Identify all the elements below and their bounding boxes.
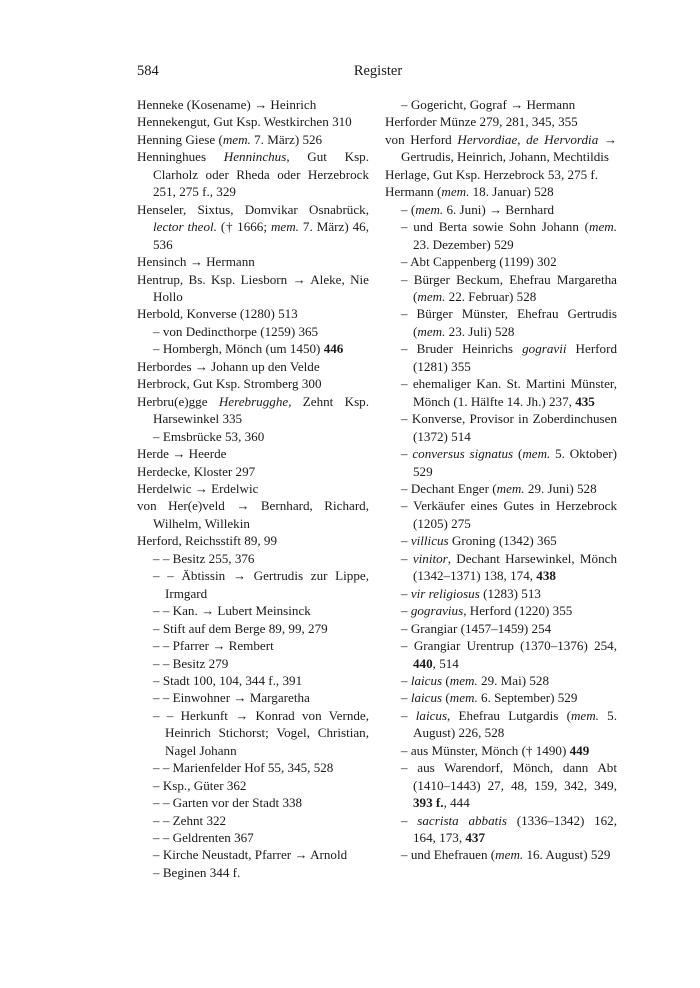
- italic-term: mem.: [589, 219, 617, 235]
- entry-text: Herbordes → Johann up den Velde: [137, 358, 320, 374]
- entry-text: – – Kan. → Lubert Meinsinck: [153, 603, 311, 619]
- entry-text: – – Geldrenten 367: [153, 830, 254, 846]
- entry-text: –: [401, 707, 416, 723]
- entry-text: –: [401, 533, 411, 549]
- italic-term: mem.: [449, 672, 478, 688]
- italic-term: lector theol.: [153, 219, 217, 235]
- bold-page-ref: 438: [536, 568, 556, 584]
- index-entry: [137, 707, 369, 759]
- bold-page-ref: 435: [575, 393, 595, 409]
- index-entry: [137, 428, 369, 445]
- index-entry: [385, 253, 617, 270]
- entry-text: – Konverse, Provisor in Zoberdinchusen (1372) 514: [401, 411, 617, 444]
- entry-text: , Zehnt Ksp. Harsewinkel 335: [153, 393, 370, 427]
- italic-term: laicus: [410, 690, 443, 706]
- entry-text: 16. August) 529: [523, 847, 611, 863]
- italic-term: de Hervordia: [526, 131, 599, 147]
- entry-text: – (: [401, 201, 416, 217]
- index-entry: [137, 131, 369, 148]
- italic-term: mem.: [270, 219, 299, 235]
- entry-text: – Grangiar (1457–1459) 254: [401, 620, 552, 636]
- entry-text: Herbru(e)gge: [137, 393, 219, 409]
- index-entry: [385, 201, 617, 218]
- entry-text: – Emsbrücke 53, 360: [153, 428, 265, 444]
- entry-text: Hermann (: [385, 184, 442, 200]
- index-entry: [137, 637, 369, 654]
- entry-text: – Stift auf dem Berge 89, 99, 279: [153, 620, 328, 636]
- index-entry: [137, 375, 369, 392]
- italic-term: mem.: [449, 690, 478, 706]
- entry-text: Henseler, Sixtus, Domvikar Osnabrück,: [137, 201, 369, 217]
- index-entry: [385, 131, 617, 166]
- entry-text: – ehemaliger Kan. St. Martini Münster, Mönch (1. Hälfte 14. Jh.) 237,: [401, 376, 617, 409]
- index-entry: [137, 655, 369, 672]
- entry-text: – – Herkunft → Konrad von Vernde, Heinrich Stichorst; Vogel, Christian, Nagel Johann: [153, 707, 369, 758]
- entry-text: Henneke (Kosename) → Heinrich: [137, 97, 317, 112]
- entry-text: 23. Dezember) 529: [413, 236, 514, 252]
- entry-text: 23. Juli) 528: [445, 323, 515, 339]
- index-entry: [385, 672, 617, 689]
- entry-text: –: [401, 690, 411, 706]
- entry-text: Henninghues: [137, 149, 224, 165]
- entry-text: Hennekengut, Gut Ksp. Westkirchen 310: [137, 114, 352, 130]
- entry-text: –: [401, 550, 413, 566]
- entry-text: – und Ehefrauen (: [401, 847, 496, 863]
- italic-term: vinitor: [412, 550, 448, 566]
- index-entry: [137, 602, 369, 619]
- index-entry: [385, 637, 617, 672]
- entry-text: Hensinch → Hermann: [137, 254, 255, 270]
- italic-term: conversus signatus: [412, 446, 514, 462]
- index-entry: [137, 567, 369, 602]
- italic-term: gogravii: [522, 341, 567, 357]
- entry-text: – von Dedincthorpe (1259) 365: [153, 323, 319, 339]
- index-entry: [385, 340, 617, 375]
- italic-term: Henninchus: [223, 149, 287, 165]
- entry-text: 29. Mai) 528: [477, 672, 550, 688]
- entry-text: 29. Juni) 528: [524, 480, 597, 496]
- entry-text: 6. September) 529: [477, 690, 578, 706]
- entry-text: – aus Münster, Mönch († 1490): [401, 742, 570, 758]
- running-head: [137, 63, 619, 81]
- entry-text: , 444: [443, 795, 470, 811]
- index-entry: [137, 480, 369, 497]
- index-entry: [385, 759, 617, 811]
- entry-text: Herdecke, Kloster 297: [137, 463, 256, 479]
- index-entry: [385, 620, 617, 637]
- entry-text: 22. Februar) 528: [445, 288, 537, 304]
- entry-text: Herforder Münze 279, 281, 345, 355: [385, 114, 578, 130]
- entry-text: – – Einwohner → Margaretha: [153, 690, 310, 706]
- bold-page-ref: 446: [323, 341, 344, 357]
- index-entry: [137, 463, 369, 480]
- entry-text: – – Pfarrer → Rembert: [153, 638, 274, 654]
- index-entry: [137, 759, 369, 776]
- italic-term: villicus: [410, 533, 449, 549]
- entry-text: ,: [517, 131, 527, 147]
- index-entry: [137, 358, 369, 375]
- italic-term: mem.: [415, 201, 444, 217]
- index-entry: [385, 480, 617, 497]
- italic-term: mem.: [496, 480, 525, 496]
- index-entry: [385, 812, 617, 847]
- index-entry: [385, 585, 617, 602]
- index-entry: [137, 96, 369, 113]
- entry-text: , 514: [432, 655, 459, 671]
- entry-text: 5. August) 226, 528: [413, 707, 617, 741]
- entry-text: Herford, Reichsstift 89, 99: [137, 533, 278, 549]
- entry-text: – Ksp., Güter 362: [153, 777, 247, 793]
- index-entry: [137, 532, 369, 549]
- index-entry: [385, 410, 617, 445]
- index-entry: [137, 271, 369, 306]
- entry-text: (1336–1342) 162, 164, 173,: [413, 812, 617, 846]
- index-entry: [137, 812, 369, 829]
- index-entry: [385, 305, 617, 340]
- entry-text: –: [401, 812, 418, 828]
- entry-text: – – Garten vor der Stadt 338: [153, 795, 303, 811]
- index-entry: [137, 829, 369, 846]
- entry-text: – Gogericht, Gograf → Hermann: [401, 97, 576, 112]
- entry-text: – Dechant Enger (: [401, 480, 497, 496]
- entry-text: 7. März) 526: [250, 131, 323, 147]
- index-entry: [137, 777, 369, 794]
- index-entry: [385, 96, 617, 113]
- entry-text: – Beginen 344 f.: [153, 864, 241, 880]
- running-title: Register: [353, 63, 403, 79]
- index-entry: [137, 672, 369, 689]
- index-entry: [385, 218, 617, 253]
- entry-text: – Kirche Neustadt, Pfarrer → Arnold: [153, 847, 348, 863]
- entry-text: – – Äbtissin → Gertrudis zur Lippe, Irmgard: [153, 568, 369, 601]
- index-entry: [137, 497, 369, 532]
- italic-term: Herebrugghe: [218, 393, 289, 409]
- index-entry: [137, 864, 369, 881]
- bold-page-ref: 449: [569, 742, 590, 758]
- entry-text: – – Besitz 279: [153, 655, 229, 671]
- index-entry: [385, 166, 617, 183]
- italic-term: sacrista abbatis: [417, 812, 508, 828]
- index-entry: [385, 846, 617, 863]
- entry-text: Herford (1281) 355: [413, 341, 618, 374]
- entry-text: , Gut Ksp. Clarholz oder Rheda oder Herzebrock 251, 275 f., 329: [153, 149, 369, 200]
- entry-text: Herlage, Gut Ksp. Herzebrock 53, 275 f.: [385, 166, 599, 182]
- index-entry: [385, 183, 617, 200]
- index-entry: [137, 794, 369, 811]
- entry-text: Herdelwic → Erdelwic: [137, 480, 259, 496]
- entry-text: Henning Giese (: [137, 131, 223, 147]
- entry-text: (: [513, 446, 523, 462]
- entry-text: 6. Juni) → Bernhard: [443, 201, 555, 217]
- page-number: 584: [137, 63, 159, 79]
- entry-text: – Bruder Heinrichs: [401, 341, 523, 357]
- index-entry: [385, 445, 617, 480]
- entry-text: Hentrup, Bs. Ksp. Liesborn → Aleke, Nie Hollo: [137, 271, 369, 304]
- index-entry: [385, 550, 617, 585]
- entry-text: – – Zehnt 322: [153, 812, 227, 828]
- index-entry: [385, 375, 617, 410]
- entry-text: –: [401, 672, 411, 688]
- index-entry: [385, 602, 617, 619]
- entry-text: – Grangiar Urentrup (1370–1376) 254,: [401, 638, 617, 654]
- entry-text: → Gertrudis, Heinrich, Johann, Mechtildis: [401, 131, 617, 165]
- index-entry: [137, 550, 369, 567]
- index-entry: [385, 532, 617, 549]
- entry-text: von Herford: [385, 131, 458, 147]
- entry-text: 7. März) 46, 536: [153, 219, 369, 252]
- italic-term: mem.: [441, 184, 470, 200]
- bold-page-ref: 437: [465, 830, 486, 846]
- italic-term: vir religiosus: [410, 585, 480, 601]
- entry-text: 18. Januar) 528: [469, 184, 554, 200]
- index-entry: [137, 201, 369, 253]
- entry-text: – Bürger Münster, Ehefrau Gertrudis (: [401, 306, 617, 339]
- index-entry: [137, 113, 369, 130]
- entry-text: –: [401, 585, 411, 601]
- index-entry: [137, 846, 369, 863]
- index-entry: [137, 393, 369, 428]
- entry-text: (1283) 513: [479, 585, 541, 601]
- entry-text: – – Marienfelder Hof 55, 345, 528: [153, 760, 334, 776]
- index-column-left: [137, 96, 369, 881]
- index-entry: [385, 271, 617, 306]
- index-entry: [137, 620, 369, 637]
- index-entry: [385, 113, 617, 130]
- italic-term: mem.: [417, 323, 446, 339]
- bold-page-ref: 393 f.: [413, 795, 444, 811]
- italic-term: laicus: [410, 672, 443, 688]
- italic-term: mem.: [417, 288, 446, 304]
- index-entry: [385, 497, 617, 532]
- index-entry: [137, 340, 369, 357]
- index-column-right: [385, 96, 617, 864]
- index-entry: [137, 323, 369, 340]
- index-entry: [137, 305, 369, 322]
- entry-text: – Stadt 100, 104, 344 f., 391: [153, 672, 303, 688]
- bold-page-ref: 440: [413, 655, 433, 671]
- entry-text: – – Besitz 255, 376: [153, 550, 255, 566]
- italic-term: Hervordiae: [457, 131, 518, 147]
- entry-text: Groning (1342) 365: [448, 533, 557, 549]
- entry-text: (: [442, 672, 450, 688]
- index-entry: [137, 445, 369, 462]
- entry-text: , Dechant Harsewinkel, Mönch (1342–1371) 138, 174,: [413, 550, 617, 584]
- entry-text: –: [401, 603, 411, 619]
- index-entry: [385, 742, 617, 759]
- entry-text: – Hombergh, Mönch (um 1450): [153, 341, 324, 357]
- italic-term: mem.: [222, 131, 251, 147]
- italic-term: mem.: [522, 446, 551, 462]
- entry-text: – Bürger Beckum, Ehefrau Margaretha (: [401, 271, 617, 304]
- entry-text: – Verkäufer eines Gutes in Herzebrock (1205) 275: [401, 498, 617, 531]
- entry-text: – Abt Cappenberg (1199) 302: [401, 254, 557, 270]
- entry-text: Herde → Heerde: [137, 446, 227, 462]
- entry-text: († 1666;: [216, 219, 271, 235]
- index-entry: [137, 689, 369, 706]
- entry-text: Herbrock, Gut Ksp. Stromberg 300: [137, 376, 322, 392]
- index-entry: [137, 253, 369, 270]
- entry-text: 5. Oktober) 529: [413, 446, 617, 479]
- italic-term: gogravius: [410, 603, 464, 619]
- entry-text: von Her(e)veld → Bernhard, Richard, Wilhelm, Willekin: [137, 498, 369, 531]
- entry-text: , Herford (1220) 355: [463, 603, 573, 619]
- italic-term: laicus: [415, 707, 448, 723]
- index-entry: [385, 707, 617, 742]
- index-entry: [385, 689, 617, 706]
- italic-term: mem.: [570, 707, 599, 723]
- entry-text: (: [442, 690, 450, 706]
- index-entry: [137, 148, 369, 200]
- italic-term: mem.: [495, 847, 524, 863]
- entry-text: Herbold, Konverse (1280) 513: [137, 306, 298, 322]
- entry-text: – und Berta sowie Sohn Johann (: [401, 219, 589, 235]
- entry-text: – aus Warendorf, Mönch, dann Abt (1410–1443) 27, 48, 159, 342, 349,: [401, 760, 617, 793]
- entry-text: , Ehefrau Lutgardis (: [447, 707, 571, 723]
- entry-text: –: [401, 446, 413, 462]
